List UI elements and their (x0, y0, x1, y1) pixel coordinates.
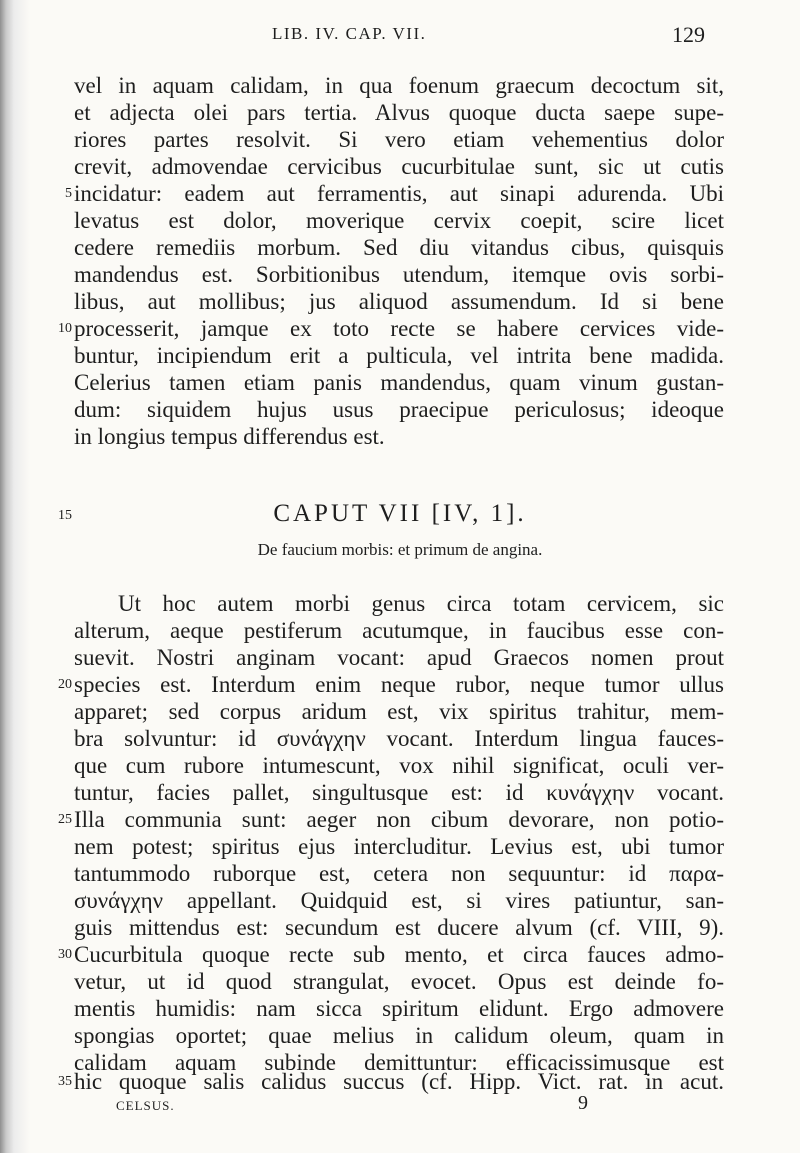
text-line: nem potest; spiritus ejus intercluditur. Levius est, ubi tumor (74, 834, 724, 859)
text-line: buntur, incipiendum erit a pulticula, vel intrita bene madida. (74, 343, 724, 368)
text-line: processerit, jamque ex toto recte se habere cervices vide- (74, 316, 724, 341)
text-line: tantummodo ruborque est, cetera non sequuntur: id παρα- (74, 861, 724, 886)
text-line: Cucurbitula quoque recte sub mento, et circa fauces admo- (74, 942, 724, 967)
text-line: tuntur, facies pallet, singultusque est: id κυνάγχην vocant. (74, 780, 724, 805)
text-line: συνάγχην appellant. Quidquid est, si vires patiuntur, san- (74, 888, 724, 913)
text-line: bra solvuntur: id συνάγχην vocant. Interdum lingua fauces- (74, 726, 724, 751)
line-number: 30 (58, 947, 72, 962)
text-line: suevit. Nostri anginam vocant: apud Graecos nomen prout (74, 645, 724, 670)
text-line: apparet; sed corpus aridum est, vix spiritus trahitur, mem- (74, 699, 724, 724)
line-number: 15 (58, 508, 72, 523)
footer-sheet-number: 9 (578, 1092, 588, 1114)
text-line: crevit, admovendae cervicibus cucurbitulae sunt, sic ut cutis (74, 154, 724, 179)
page-number: 129 (672, 22, 705, 47)
text-line: in longius tempus differendus est. (74, 424, 385, 449)
footer-signature: CELSUS. (116, 1098, 175, 1113)
text-line: mentis humidis: nam sicca spiritum elidunt. Ergo admovere (74, 996, 724, 1021)
chapter-subheading: De faucium morbis: et primum de angina. (257, 540, 543, 559)
text-line: et adjecta olei pars tertia. Alvus quoque ducta saepe supe- (74, 100, 724, 125)
text-line: alterum, aeque pestiferum acutumque, in faucibus esse con- (74, 618, 724, 643)
page-header (0, 22, 800, 48)
text-line: vel in aquam calidam, in qua foenum graecum decoctum sit, (74, 73, 724, 98)
text-line: Celerius tamen etiam panis mandendus, quam vinum gustan- (74, 370, 724, 395)
text-line: mandendus est. Sorbitionibus utendum, itemque ovis sorbi- (74, 262, 724, 287)
line-number: 20 (58, 677, 72, 692)
text-line: que cum rubore intumescunt, vox nihil significat, oculi ver- (74, 753, 724, 778)
text-line: calidam aquam subinde demittuntur: efficacissimusque est (74, 1050, 724, 1075)
text-line: riores partes resolvit. Si vero etiam vehementius dolor (74, 127, 724, 152)
line-number: 5 (65, 186, 72, 201)
text-line: libus, aut mollibus; jus aliquod assumendum. Id si bene (74, 289, 724, 314)
text-line: incidatur: eadem aut ferramentis, aut sinapi adurenda. Ubi (74, 181, 724, 206)
line-number: 10 (58, 321, 72, 336)
text-line: guis mittendus est: secundum est ducere alvum (cf. VIII, 9). (74, 915, 724, 940)
text-line: Illa communia sunt: aeger non cibum devorare, non potio- (74, 807, 724, 832)
text-line: dum: siquidem hujus usus praecipue periculosus; ideoque (74, 397, 724, 422)
text-line: cedere remediis morbum. Sed diu vitandus cibus, quisquis (74, 235, 724, 260)
text-line: levatus est dolor, moverique cervix coepit, scire licet (74, 208, 724, 233)
text-line: spongias oportet; quae melius in calidum oleum, quam in (74, 1023, 724, 1048)
text-line: Ut hoc autem morbi genus circa totam cervicem, sic (118, 591, 724, 616)
text-line: hic quoque salis calidus succus (cf. Hipp. Vict. rat. in acut. (74, 1069, 724, 1094)
text-line: species est. Interdum enim neque rubor, neque tumor ullus (74, 672, 724, 697)
line-number: 25 (58, 812, 72, 827)
line-number: 35 (58, 1074, 72, 1089)
chapter-heading: CAPUT VII [IV, 1]. (273, 500, 527, 527)
running-title: LIB. IV. CAP. VII. (272, 24, 427, 43)
text-line: vetur, ut id quod strangulat, evocet. Opus est deinde fo- (74, 969, 724, 994)
